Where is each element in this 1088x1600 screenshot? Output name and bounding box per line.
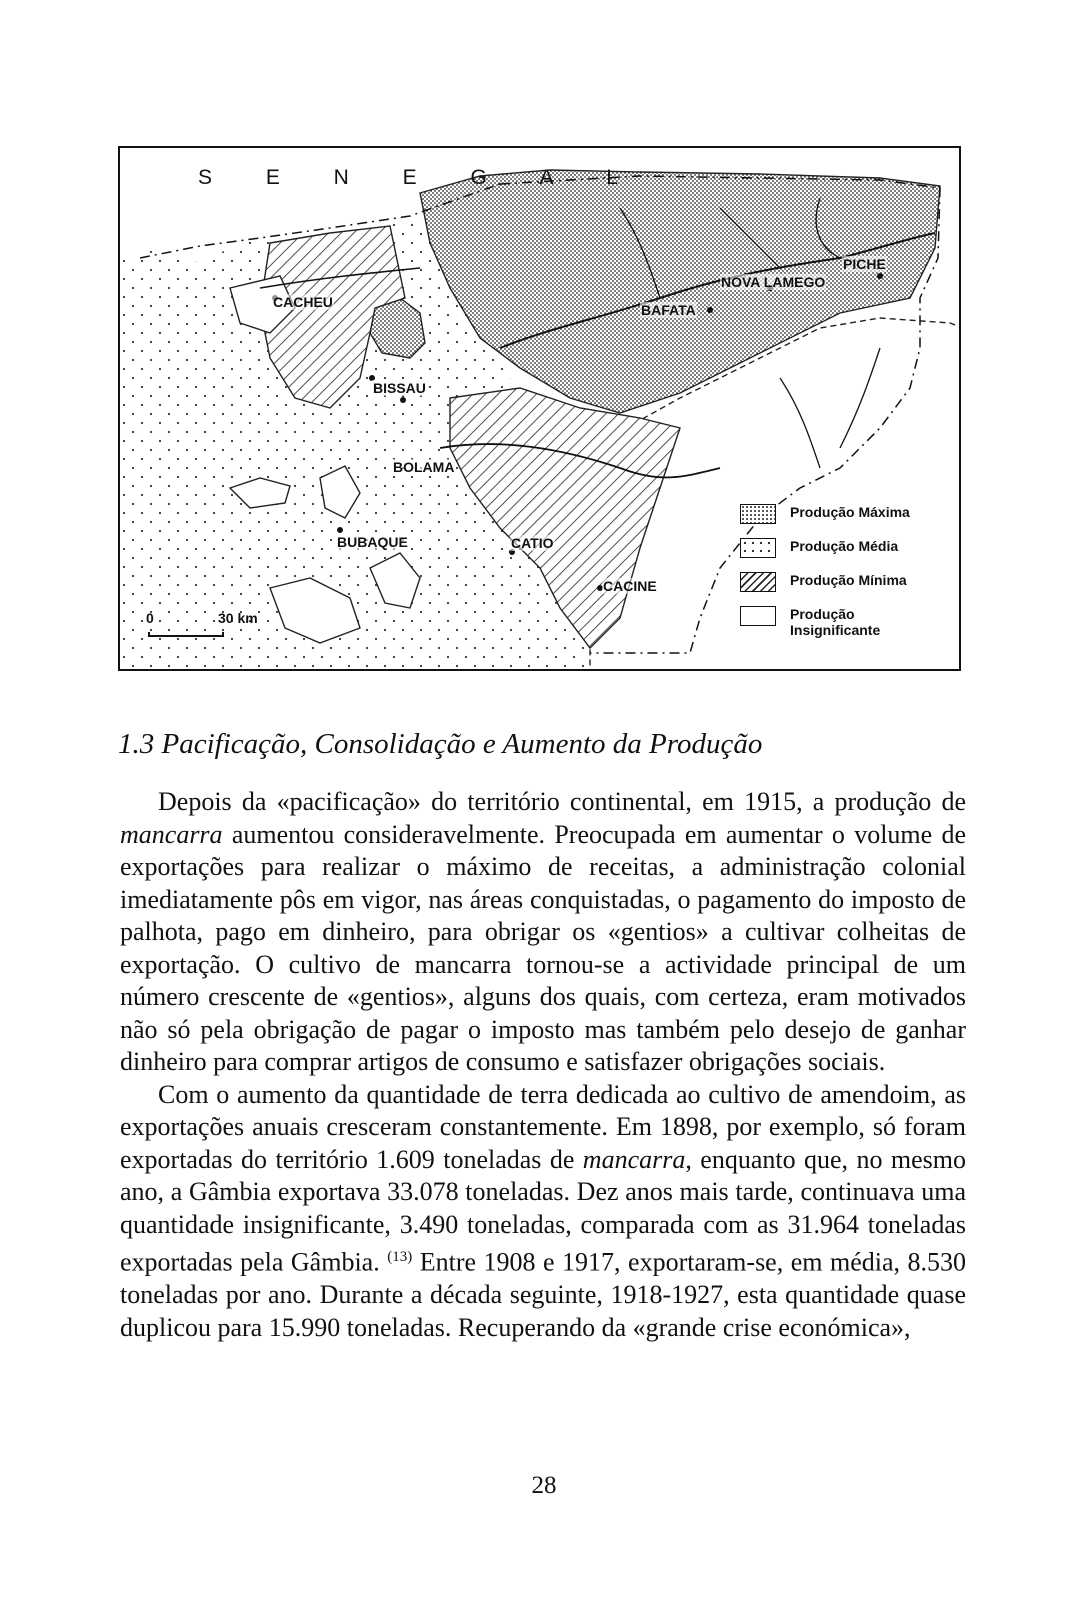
swatch-hatching [740, 572, 776, 592]
legend-item-maximum [740, 504, 950, 524]
map-scale [144, 610, 294, 640]
legend-item-minimum [740, 572, 950, 592]
legend-item-medium [740, 538, 950, 558]
production-map [118, 146, 961, 671]
legend-label: Produção Insignificante [790, 606, 881, 638]
paragraph: Com o aumento da quantidade de terra dedicada ao cultivo de amendoim, as exportações anuais cresceram constantemente. Em 1898, por exemplo, só foram exportadas do território 1.609 toneladas de mancarra, enquanto que, no mesmo ano, a Gâmbia exportava 33.078 toneladas. Dez anos mais tarde, continuava uma quantidade insignificante, 3.490 toneladas, comparada com as 31.964 toneladas exportadas pela Gâmbia. $^{(13)}$ Entre 1908 e 1917, exportaram-se, em média, 8.530 toneladas por ano. Durante a década seguinte, 1918-1927, esta quantidade quase duplicou para 15.990 toneladas. Recuperando da «grande crise económica», [120, 1079, 966, 1342]
legend-item-insignificant [740, 606, 950, 638]
legend-label: Produção Mínima [790, 572, 907, 588]
town-label-bolama: BOLAMA [393, 459, 455, 475]
paragraph: Depois da «pacificação» do território continental, em 1915, a produção de mancarra aumentou consideravelmente. Preocupada em aumentar o volume de exportações para realizar o máximo de receitas, a administração colonial imediatamente pôs em vigor, nas áreas conquistadas, o pagamento do imposto de palhota, pago em dinheiro, para obrigar os «gentios» a cultivar colheitas de exportação. O cultivo de mancarra tornou-se a actividade principal de um número crescente de «gentios», alguns dos quais, com certeza, eram motivados não só pela obrigação de pagar o imposto mas também pelo desejo de ganhar dinheiro para comprar artigos de consumo e satisfazer obrigações sociais. [120, 787, 966, 1076]
town-label-nova-lamego: NOVA LAMEGO [721, 274, 826, 290]
footnote-reference: (13) [387, 1249, 413, 1265]
section-title: 1.3 Pacificação, Consolidação e Aumento da Produção [118, 728, 763, 760]
country-label-senegal: S E N E G A L [198, 166, 642, 189]
legend-label: Produção Máxima [790, 504, 910, 520]
town-label-cacine: CACINE [603, 578, 657, 594]
body-text [120, 786, 966, 1344]
town-label-bafata: BAFATA [641, 302, 696, 318]
swatch-dense-dots [740, 504, 776, 524]
scale-start-label: 0 [146, 610, 154, 626]
town-label-cacheu: CACHEU [273, 294, 333, 310]
legend-label: Produção Média [790, 538, 899, 554]
scale-bar [148, 632, 224, 637]
town-label-bubaque: BUBAQUE [337, 534, 408, 550]
scale-end-label: 30 km [218, 610, 258, 626]
page-number: 28 [531, 1472, 557, 1499]
town-label-catio: CATIO [511, 535, 554, 551]
map-legend [740, 504, 950, 652]
town-label-piche: PICHE [843, 256, 886, 272]
swatch-blank [740, 606, 776, 626]
town-label-bissau: BISSAU [373, 380, 426, 396]
swatch-sparse-dots [740, 538, 776, 558]
